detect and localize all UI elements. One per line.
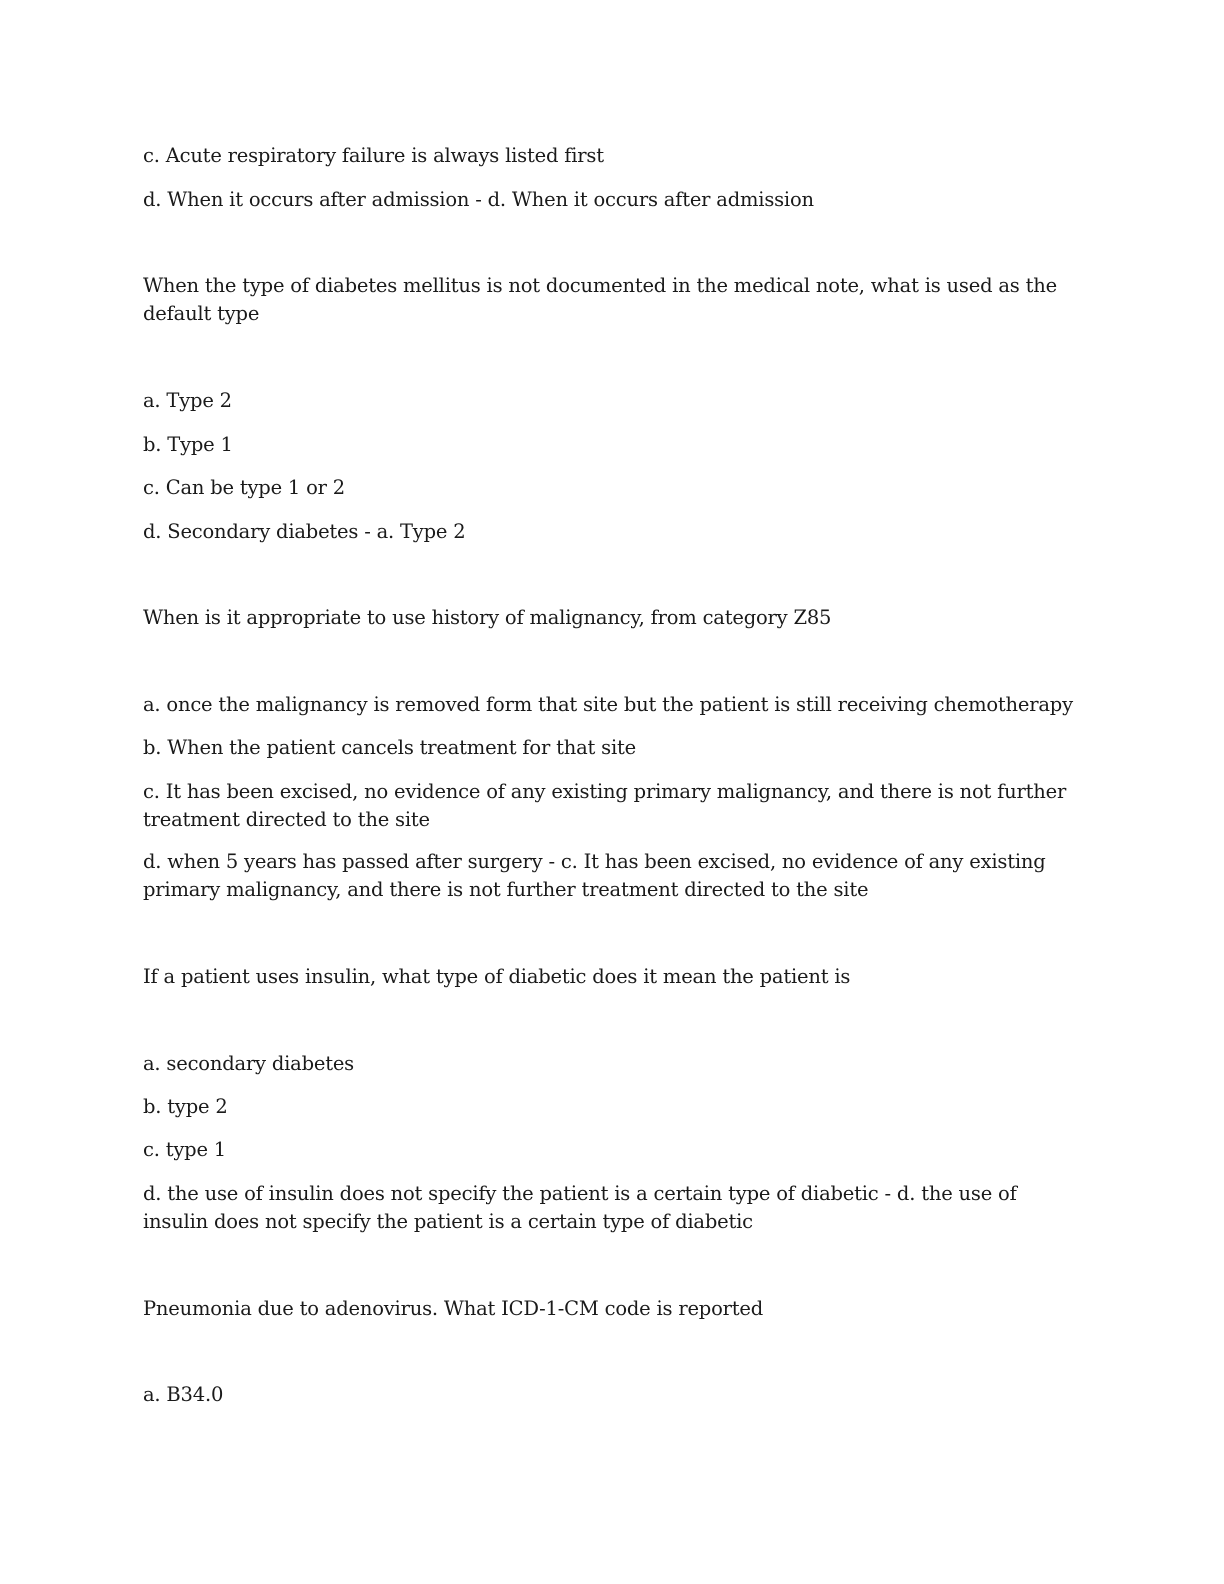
answer-option-d: d. Secondary diabetes - a. Type 2 [143, 520, 466, 543]
answer-option-c: c. It has been excised, no evidence of any existing primary malignancy, and there is not further treatment directed to the site [143, 780, 1067, 831]
answer-option-d: d. When it occurs after admission - d. When it occurs after admission [143, 188, 814, 211]
answer-option-c: c. Acute respiratory failure is always listed first [143, 144, 604, 167]
answer-option-a: a. Type 2 [143, 389, 232, 412]
answer-option-a: a. secondary diabetes [143, 1052, 354, 1075]
question-pneumonia-adenovirus: Pneumonia due to adenovirus. What ICD-1-CM code is reported [143, 1297, 764, 1320]
answer-option-d: d. when 5 years has passed after surgery - c. It has been excised, no evidence of any existing primary malignancy, and there is not further treatment directed to the site [143, 850, 1046, 901]
question-insulin-diabetic-type: If a patient uses insulin, what type of diabetic does it mean the patient is [143, 965, 851, 988]
answer-option-c: c. Can be type 1 or 2 [143, 476, 345, 499]
answer-option-a: a. once the malignancy is removed form that site but the patient is still receiving chemotherapy [143, 693, 1073, 716]
answer-option-d: d. the use of insulin does not specify the patient is a certain type of diabetic - d. the use of insulin does not specify the patient is a certain type of diabetic [143, 1182, 1017, 1233]
answer-option-b: b. Type 1 [143, 433, 233, 456]
answer-option-a: a. B34.0 [143, 1383, 224, 1406]
answer-option-b: b. When the patient cancels treatment for that site [143, 736, 636, 759]
question-diabetes-default-type: When the type of diabetes mellitus is not documented in the medical note, what is used as the default type [143, 274, 1057, 325]
question-history-of-malignancy: When is it appropriate to use history of malignancy, from category Z85 [143, 606, 832, 629]
answer-option-c: c. type 1 [143, 1138, 226, 1161]
answer-option-b: b. type 2 [143, 1095, 228, 1118]
